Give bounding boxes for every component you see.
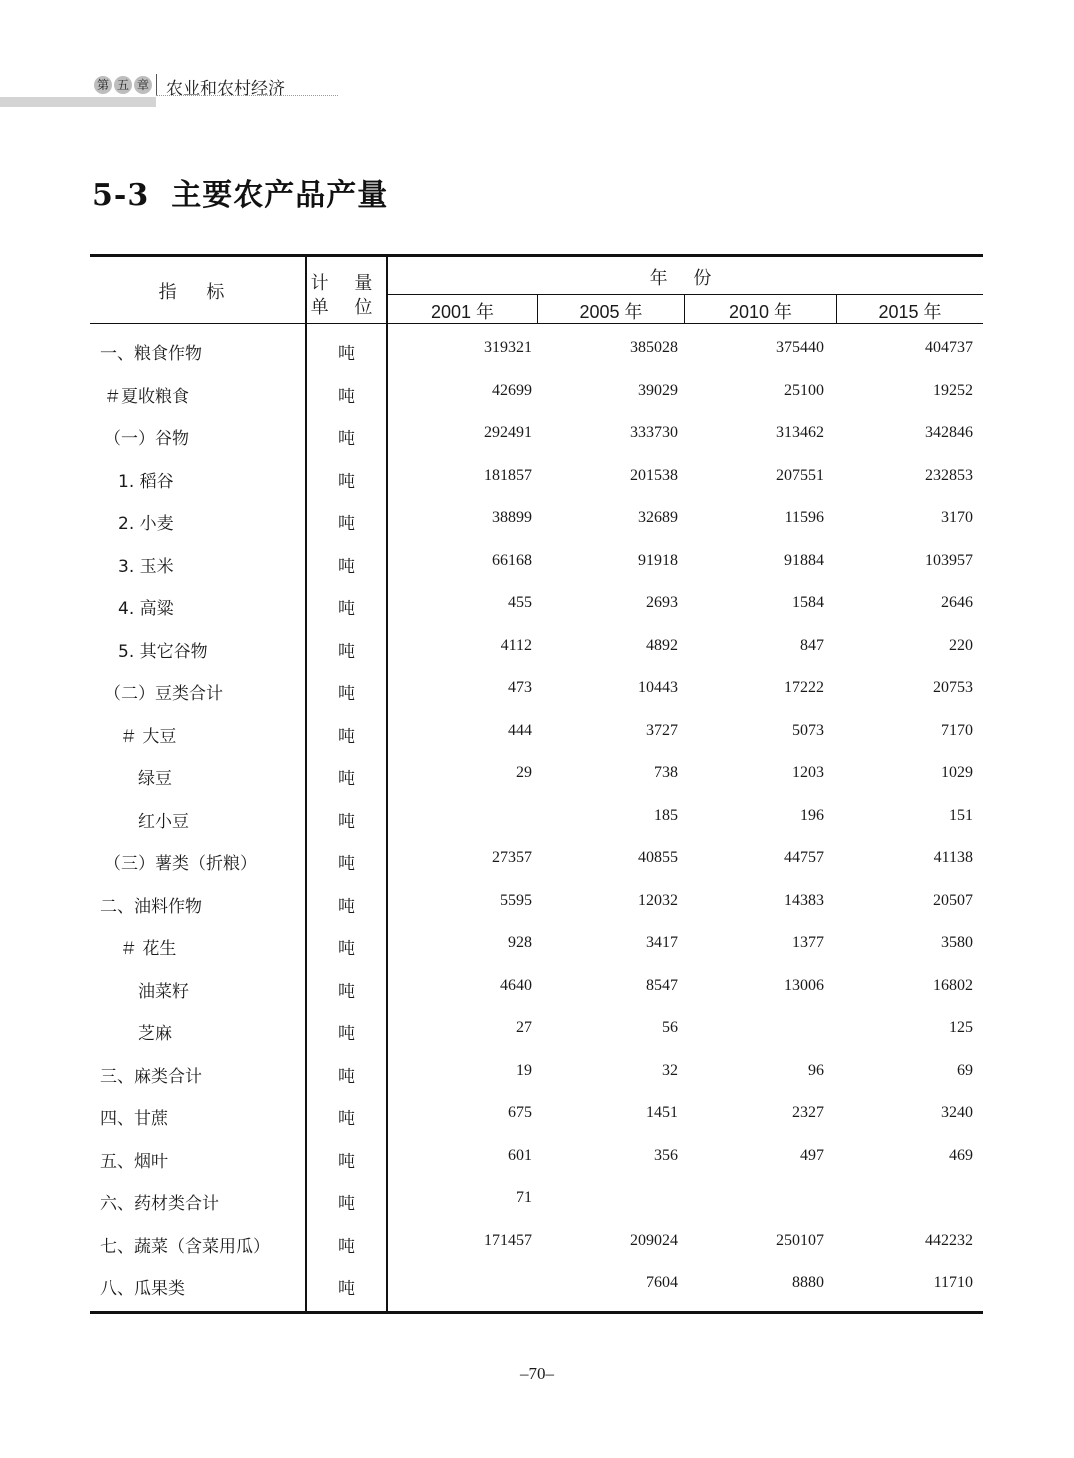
row-unit: 吨: [338, 896, 355, 917]
header-unit-line: 计 量: [310, 273, 383, 294]
row-value: 32: [662, 1061, 678, 1079]
row-value: 1584: [792, 594, 824, 611]
row-value: 14383: [784, 891, 824, 909]
row-label: 三、麻类合计: [100, 1066, 202, 1087]
row-unit: 吨: [338, 386, 355, 407]
table-row: [90, 339, 983, 381]
row-value: 3170: [941, 509, 973, 526]
row-value: 1029: [941, 764, 973, 781]
row-label: ＃夏收粮食: [104, 386, 189, 407]
row-value: 171457: [484, 1231, 532, 1249]
header-years: 年 份: [649, 268, 722, 289]
row-value: 2693: [646, 594, 678, 611]
row-value: 27: [516, 1019, 532, 1036]
row-value: 8880: [792, 1274, 824, 1291]
row-unit: 吨: [338, 811, 355, 832]
row-value: 91884: [784, 551, 824, 569]
row-value: 292491: [484, 424, 532, 441]
row-value: 473: [508, 679, 532, 696]
row-label: 八、瓜果类: [100, 1279, 185, 1299]
table-row: [90, 424, 983, 466]
header-band: [0, 97, 156, 107]
row-value: 96: [808, 1061, 824, 1079]
row-value: 469: [949, 1146, 973, 1164]
row-value: 3417: [646, 934, 678, 951]
row-value: 2646: [941, 594, 973, 611]
row-value: 404737: [925, 339, 973, 356]
row-value: 375440: [776, 339, 824, 356]
table-row: [90, 382, 983, 424]
header-item: 指 标: [158, 282, 237, 303]
year-header-rule: [388, 294, 983, 295]
row-value: 13006: [784, 976, 824, 994]
row-label: ＃ 花生: [120, 939, 177, 959]
row-label: 4. 高粱: [118, 599, 174, 619]
row-unit: 吨: [338, 1236, 355, 1257]
row-value: 356: [654, 1146, 678, 1164]
row-value: 675: [508, 1104, 532, 1121]
row-value: 1451: [646, 1104, 678, 1121]
row-label: 红小豆: [138, 811, 189, 832]
row-label: 1. 稻谷: [118, 471, 174, 492]
row-unit: 吨: [338, 1194, 355, 1214]
row-value: 66168: [492, 551, 532, 569]
row-unit: 吨: [338, 769, 355, 789]
table-row: [90, 722, 983, 764]
row-value: 847: [800, 636, 824, 654]
row-value: 4892: [646, 636, 678, 654]
row-unit: 吨: [338, 641, 355, 662]
row-value: 103957: [925, 551, 973, 569]
row-unit: 吨: [338, 429, 355, 449]
row-value: 319321: [484, 339, 532, 356]
row-unit: 吨: [338, 344, 355, 364]
row-value: 19252: [933, 381, 973, 399]
chapter-char: 五: [114, 76, 132, 94]
row-value: 2327: [792, 1104, 824, 1121]
table-row: [90, 934, 983, 976]
row-value: 42699: [492, 381, 532, 399]
row-value: 738: [654, 764, 678, 781]
row-value: 27357: [492, 849, 532, 866]
row-value: 69: [957, 1061, 973, 1079]
row-label: 四、甘蔗: [100, 1109, 168, 1129]
row-label: 五、烟叶: [100, 1151, 168, 1172]
table-row: [90, 467, 983, 509]
row-value: 385028: [630, 339, 678, 356]
page-title: [92, 170, 388, 214]
row-value: 1203: [792, 764, 824, 781]
header-unit-line: 单 位: [310, 297, 383, 318]
table-row: [90, 1019, 983, 1061]
table-row: [90, 892, 983, 934]
row-value: 5073: [792, 721, 824, 739]
table-row: [90, 849, 983, 891]
row-label: 2. 小麦: [118, 514, 174, 534]
chapter-badge: [94, 75, 152, 95]
table-row: [90, 509, 983, 551]
row-value: 250107: [776, 1231, 824, 1249]
row-value: 928: [508, 934, 532, 951]
row-unit: 吨: [338, 1279, 355, 1299]
chapter-char: 第: [94, 76, 112, 94]
row-value: 40855: [638, 849, 678, 866]
row-value: 220: [949, 636, 973, 654]
row-label: 5. 其它谷物: [118, 641, 208, 662]
row-value: 41138: [933, 849, 973, 866]
table-row: [90, 764, 983, 806]
row-value: 56: [662, 1019, 678, 1036]
row-value: 7170: [941, 721, 973, 739]
row-label: 芝麻: [138, 1024, 172, 1044]
row-label: ＃ 大豆: [120, 726, 177, 747]
row-unit: 吨: [338, 471, 355, 492]
row-unit: 吨: [338, 726, 355, 747]
row-label: （二）豆类合计: [104, 684, 223, 704]
row-value: 442232: [925, 1231, 973, 1249]
row-value: 20753: [933, 679, 973, 696]
row-value: 38899: [492, 509, 532, 526]
row-value: 333730: [630, 424, 678, 441]
row-unit: 吨: [338, 1066, 355, 1087]
table-top-rule: [90, 254, 983, 257]
row-value: 11710: [933, 1274, 973, 1291]
row-label: 绿豆: [138, 769, 172, 789]
row-label: 二、油料作物: [100, 896, 202, 917]
row-value: 8547: [646, 976, 678, 994]
table-row: [90, 637, 983, 679]
row-value: 4112: [500, 636, 532, 654]
row-value: 342846: [925, 424, 973, 441]
table-row: [90, 1189, 983, 1231]
row-value: 601: [508, 1146, 532, 1164]
table-row: [90, 679, 983, 721]
table-row: [90, 594, 983, 636]
table-row: [90, 1104, 983, 1146]
row-value: 44757: [784, 849, 824, 866]
row-value: 19: [516, 1061, 532, 1079]
row-label: （一）谷物: [104, 429, 189, 449]
table-row: [90, 1147, 983, 1189]
chapter-title: 农业和农村经济: [166, 79, 285, 99]
row-value: 444: [508, 721, 532, 739]
row-value: 10443: [638, 679, 678, 696]
table-row: [90, 977, 983, 1019]
row-value: 313462: [776, 424, 824, 441]
table-row: [90, 1232, 983, 1274]
row-value: 5595: [500, 891, 532, 909]
row-value: 39029: [638, 381, 678, 399]
row-value: 232853: [925, 466, 973, 484]
row-unit: 吨: [338, 939, 355, 959]
row-label: 一、粮食作物: [100, 344, 202, 364]
row-value: 1377: [792, 934, 824, 951]
header-year: 2001 年: [430, 302, 495, 322]
row-value: 29: [516, 764, 532, 781]
table-title: 主要农产品产量: [171, 178, 389, 213]
row-value: 201538: [630, 466, 678, 484]
row-unit: 吨: [338, 1024, 355, 1044]
row-value: 71: [516, 1189, 532, 1206]
row-unit: 吨: [338, 1109, 355, 1129]
row-value: 91918: [638, 551, 678, 569]
table-row: [90, 552, 983, 594]
row-label: （三）薯类（折粮）: [104, 854, 257, 874]
row-value: 11596: [784, 509, 824, 526]
table-row: [90, 807, 983, 849]
row-value: 151: [949, 806, 973, 824]
row-value: 3240: [941, 1104, 973, 1121]
header-separator: [156, 74, 157, 96]
row-value: 32689: [638, 509, 678, 526]
row-value: 25100: [784, 381, 824, 399]
row-value: 125: [949, 1019, 973, 1036]
row-unit: 吨: [338, 599, 355, 619]
row-value: 207551: [776, 466, 824, 484]
row-value: 196: [800, 806, 824, 824]
header-year: 2015 年: [878, 302, 942, 322]
row-value: 20507: [933, 891, 973, 909]
row-label: 3. 玉米: [118, 556, 174, 577]
row-unit: 吨: [338, 556, 355, 577]
row-value: 12032: [638, 891, 678, 909]
row-unit: 吨: [338, 684, 355, 704]
row-value: 3580: [941, 934, 973, 951]
row-value: 4640: [500, 976, 532, 994]
header-unit: [307, 272, 386, 320]
row-unit: 吨: [338, 854, 355, 874]
row-label: 七、蔬菜（含菜用瓜）: [100, 1236, 270, 1257]
table-row: [90, 1274, 983, 1316]
row-value: 497: [800, 1146, 824, 1164]
row-value: 7604: [646, 1274, 678, 1291]
row-value: 17222: [784, 679, 824, 696]
row-unit: 吨: [338, 1151, 355, 1172]
row-value: 3727: [646, 721, 678, 739]
row-unit: 吨: [338, 981, 355, 1002]
row-value: 455: [508, 594, 532, 611]
table-number: 5-3: [92, 178, 150, 213]
row-value: 181857: [484, 466, 532, 484]
row-value: 209024: [630, 1231, 678, 1249]
row-label: 油菜籽: [138, 981, 189, 1002]
header-year: 2005 年: [579, 302, 643, 322]
table-row: [90, 1062, 983, 1104]
header-dotted-rule: [156, 95, 338, 96]
page-number: –70–: [520, 1364, 554, 1383]
row-label: 六、药材类合计: [100, 1194, 219, 1214]
chapter-char: 章: [134, 76, 152, 94]
row-unit: 吨: [338, 514, 355, 534]
row-value: 16802: [933, 976, 973, 994]
header-year: 2010 年: [728, 302, 793, 322]
row-value: 185: [654, 806, 678, 824]
